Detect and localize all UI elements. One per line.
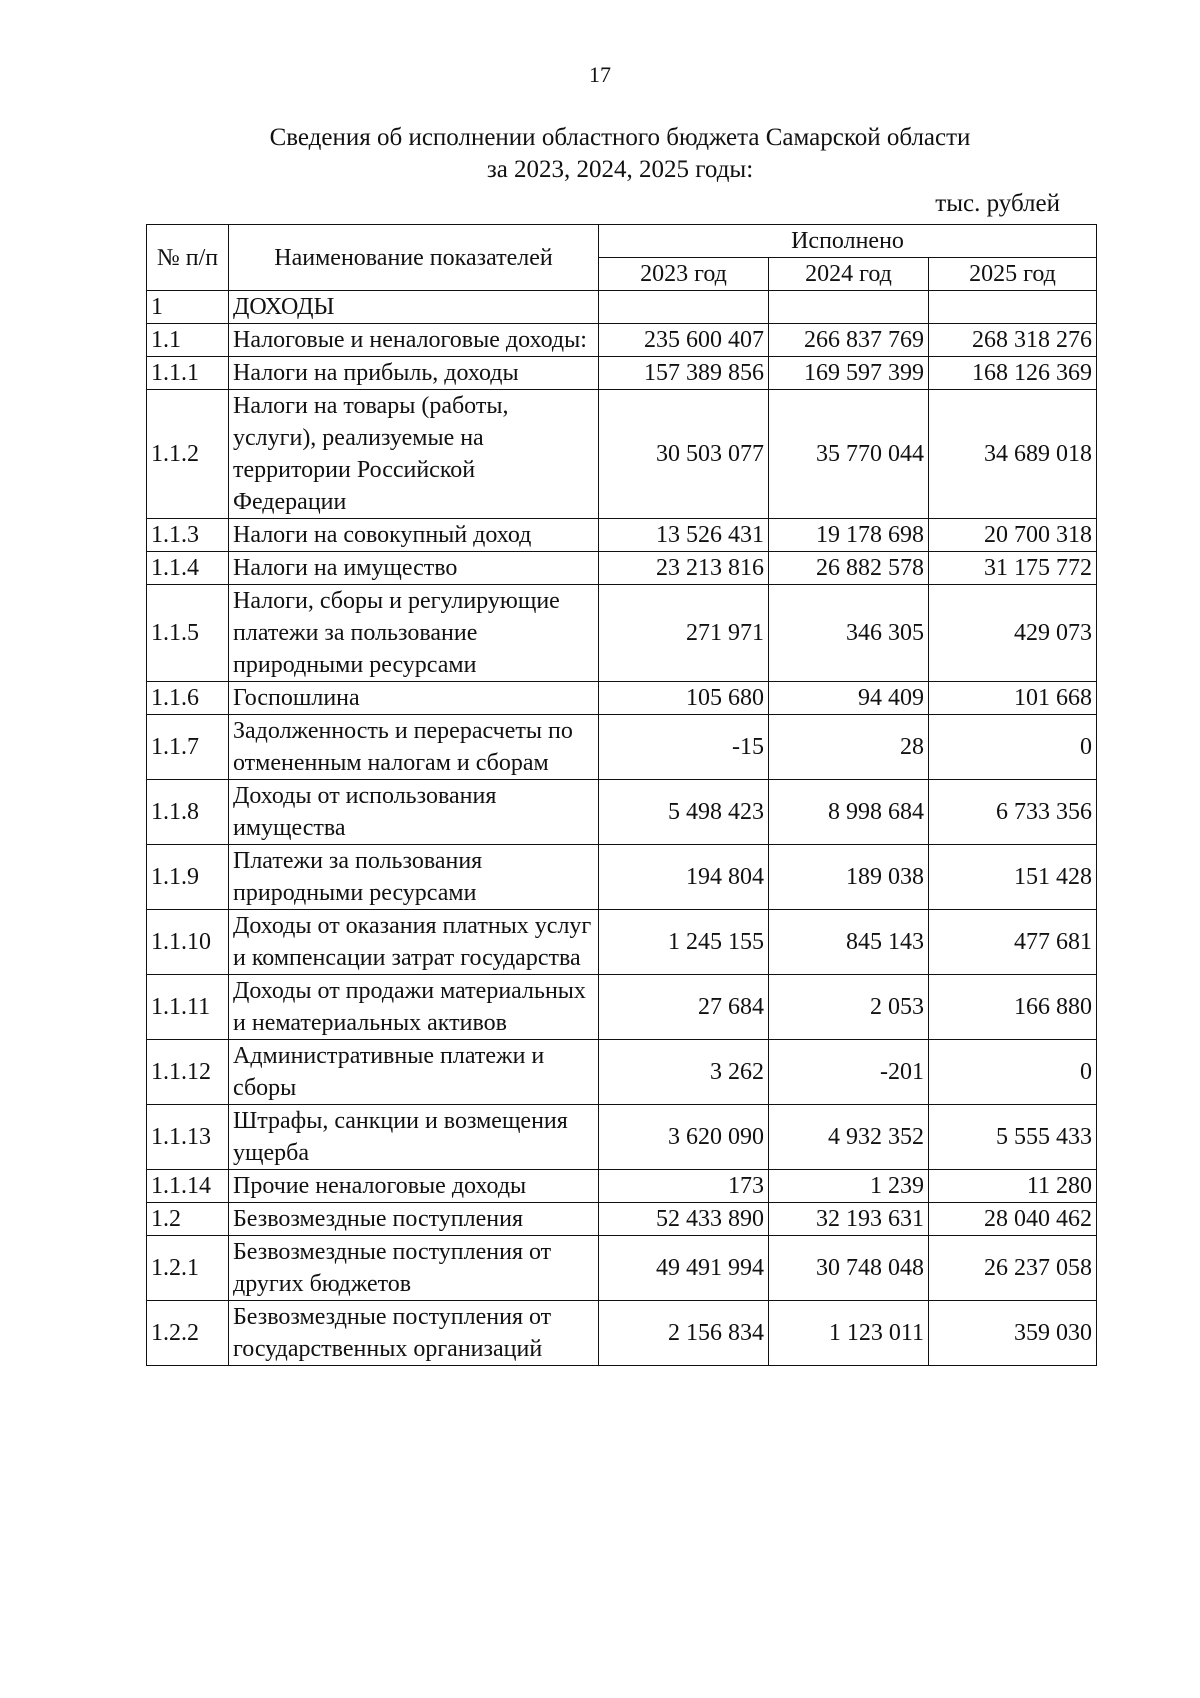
row-number: 1.1.12 xyxy=(147,1040,229,1105)
row-number: 1 xyxy=(147,291,229,324)
value-2024: 26 882 578 xyxy=(769,552,929,585)
table-row xyxy=(147,552,1097,585)
value-2024: 169 597 399 xyxy=(769,357,929,390)
row-number: 1.1.3 xyxy=(147,519,229,552)
row-name: Госпошлина xyxy=(229,682,599,715)
row-name: Безвозмездные поступления от государственных организаций xyxy=(229,1301,599,1366)
value-2024: 266 837 769 xyxy=(769,324,929,357)
value-2023: 157 389 856 xyxy=(599,357,769,390)
value-2024: 1 123 011 xyxy=(769,1301,929,1366)
row-name: Налоги на прибыль, доходы xyxy=(229,357,599,390)
value-2025: 5 555 433 xyxy=(929,1105,1097,1170)
value-2025: 6 733 356 xyxy=(929,780,1097,845)
value-2023: 49 491 994 xyxy=(599,1236,769,1301)
value-2025: 34 689 018 xyxy=(929,390,1097,519)
table-row xyxy=(147,1301,1097,1366)
title-line-2: за 2023, 2024, 2025 годы: xyxy=(486,156,754,183)
table-row xyxy=(147,975,1097,1040)
value-2025: 20 700 318 xyxy=(929,519,1097,552)
row-number: 1.1.8 xyxy=(147,780,229,845)
value-2023: 30 503 077 xyxy=(599,390,769,519)
table-row xyxy=(147,1170,1097,1203)
value-2023: 105 680 xyxy=(599,682,769,715)
value-2023: 3 262 xyxy=(599,1040,769,1105)
table-row xyxy=(147,1236,1097,1301)
value-2023: 235 600 407 xyxy=(599,324,769,357)
row-name: Административные платежи и сборы xyxy=(229,1040,599,1105)
budget-table xyxy=(146,224,1097,1366)
value-2023: 194 804 xyxy=(599,845,769,910)
row-number: 1.1.7 xyxy=(147,715,229,780)
value-2023 xyxy=(599,291,769,324)
row-number: 1.1.1 xyxy=(147,357,229,390)
value-2025: 268 318 276 xyxy=(929,324,1097,357)
table-row xyxy=(147,519,1097,552)
row-number: 1.1.6 xyxy=(147,682,229,715)
table-row xyxy=(147,1203,1097,1236)
row-name: ДОХОДЫ xyxy=(229,291,599,324)
value-2025: 359 030 xyxy=(929,1301,1097,1366)
value-2024: 8 998 684 xyxy=(769,780,929,845)
title-line-1: Сведения об исполнении областного бюджета Самарской области xyxy=(269,124,971,151)
table-row xyxy=(147,291,1097,324)
table-row xyxy=(147,357,1097,390)
row-name: Прочие неналоговые доходы xyxy=(229,1170,599,1203)
value-2025: 101 668 xyxy=(929,682,1097,715)
row-name: Безвозмездные поступления от других бюджетов xyxy=(229,1236,599,1301)
value-2023: 1 245 155 xyxy=(599,910,769,975)
row-name: Доходы от оказания платных услуг и компенсации затрат государства xyxy=(229,910,599,975)
row-number: 1.1.9 xyxy=(147,845,229,910)
header-2023: 2023 год xyxy=(599,258,769,291)
row-number: 1.1.4 xyxy=(147,552,229,585)
value-2025: 28 040 462 xyxy=(929,1203,1097,1236)
page-number: 17 xyxy=(589,62,611,87)
value-2024: 4 932 352 xyxy=(769,1105,929,1170)
value-2025: 0 xyxy=(929,1040,1097,1105)
row-name: Платежи за пользования природными ресурсами xyxy=(229,845,599,910)
row-number: 1.2 xyxy=(147,1203,229,1236)
value-2024: 19 178 698 xyxy=(769,519,929,552)
table-row xyxy=(147,324,1097,357)
value-2024: 94 409 xyxy=(769,682,929,715)
table-row xyxy=(147,390,1097,519)
header-2024: 2024 год xyxy=(769,258,929,291)
value-2024: 2 053 xyxy=(769,975,929,1040)
value-2024: 346 305 xyxy=(769,585,929,682)
row-name: Налоговые и неналоговые доходы: xyxy=(229,324,599,357)
row-number: 1.1.2 xyxy=(147,390,229,519)
header-num: № п/п xyxy=(147,225,229,291)
value-2023: 52 433 890 xyxy=(599,1203,769,1236)
value-2023: 271 971 xyxy=(599,585,769,682)
table-row xyxy=(147,682,1097,715)
value-2025: 31 175 772 xyxy=(929,552,1097,585)
table-row xyxy=(147,845,1097,910)
header-row-1 xyxy=(147,225,1097,258)
row-number: 1.1.10 xyxy=(147,910,229,975)
value-2023: 27 684 xyxy=(599,975,769,1040)
row-number: 1.1 xyxy=(147,324,229,357)
value-2024 xyxy=(769,291,929,324)
header-name: Наименование показателей xyxy=(229,225,599,291)
table-row xyxy=(147,1040,1097,1105)
value-2025: 166 880 xyxy=(929,975,1097,1040)
value-2024: 35 770 044 xyxy=(769,390,929,519)
table-body xyxy=(147,291,1097,1366)
value-2023: 23 213 816 xyxy=(599,552,769,585)
value-2025: 151 428 xyxy=(929,845,1097,910)
value-2024: -201 xyxy=(769,1040,929,1105)
row-name: Налоги, сборы и регулирующие платежи за пользование природными ресурсами xyxy=(229,585,599,682)
row-number: 1.1.14 xyxy=(147,1170,229,1203)
value-2025: 26 237 058 xyxy=(929,1236,1097,1301)
row-name: Налоги на имущество xyxy=(229,552,599,585)
table-row xyxy=(147,780,1097,845)
header-executed: Исполнено xyxy=(599,225,1097,258)
row-number: 1.2.2 xyxy=(147,1301,229,1366)
value-2023: 13 526 431 xyxy=(599,519,769,552)
value-2023: 3 620 090 xyxy=(599,1105,769,1170)
value-2023: 2 156 834 xyxy=(599,1301,769,1366)
row-name: Доходы от использования имущества xyxy=(229,780,599,845)
value-2024: 28 xyxy=(769,715,929,780)
value-2024: 189 038 xyxy=(769,845,929,910)
header-2025: 2025 год xyxy=(929,258,1097,291)
document-title xyxy=(230,122,1010,186)
value-2025: 168 126 369 xyxy=(929,357,1097,390)
table-row xyxy=(147,1105,1097,1170)
value-2025: 11 280 xyxy=(929,1170,1097,1203)
table-row xyxy=(147,585,1097,682)
value-2023: 173 xyxy=(599,1170,769,1203)
row-number: 1.1.13 xyxy=(147,1105,229,1170)
row-number: 1.1.11 xyxy=(147,975,229,1040)
value-2025: 477 681 xyxy=(929,910,1097,975)
value-2024: 32 193 631 xyxy=(769,1203,929,1236)
table-row xyxy=(147,910,1097,975)
row-number: 1.2.1 xyxy=(147,1236,229,1301)
value-2024: 1 239 xyxy=(769,1170,929,1203)
row-name: Налоги на товары (работы, услуги), реализуемые на территории Российской Федерации xyxy=(229,390,599,519)
row-name: Налоги на совокупный доход xyxy=(229,519,599,552)
row-number: 1.1.5 xyxy=(147,585,229,682)
row-name: Доходы от продажи материальных и нематериальных активов xyxy=(229,975,599,1040)
row-name: Штрафы, санкции и возмещения ущерба xyxy=(229,1105,599,1170)
row-name: Задолженность и перерасчеты по отмененным налогам и сборам xyxy=(229,715,599,780)
value-2024: 845 143 xyxy=(769,910,929,975)
table-row xyxy=(147,715,1097,780)
units-label: тыс. рублей xyxy=(935,190,1060,217)
value-2025: 429 073 xyxy=(929,585,1097,682)
value-2023: 5 498 423 xyxy=(599,780,769,845)
value-2023: -15 xyxy=(599,715,769,780)
value-2025 xyxy=(929,291,1097,324)
value-2024: 30 748 048 xyxy=(769,1236,929,1301)
value-2025: 0 xyxy=(929,715,1097,780)
row-name: Безвозмездные поступления xyxy=(229,1203,599,1236)
